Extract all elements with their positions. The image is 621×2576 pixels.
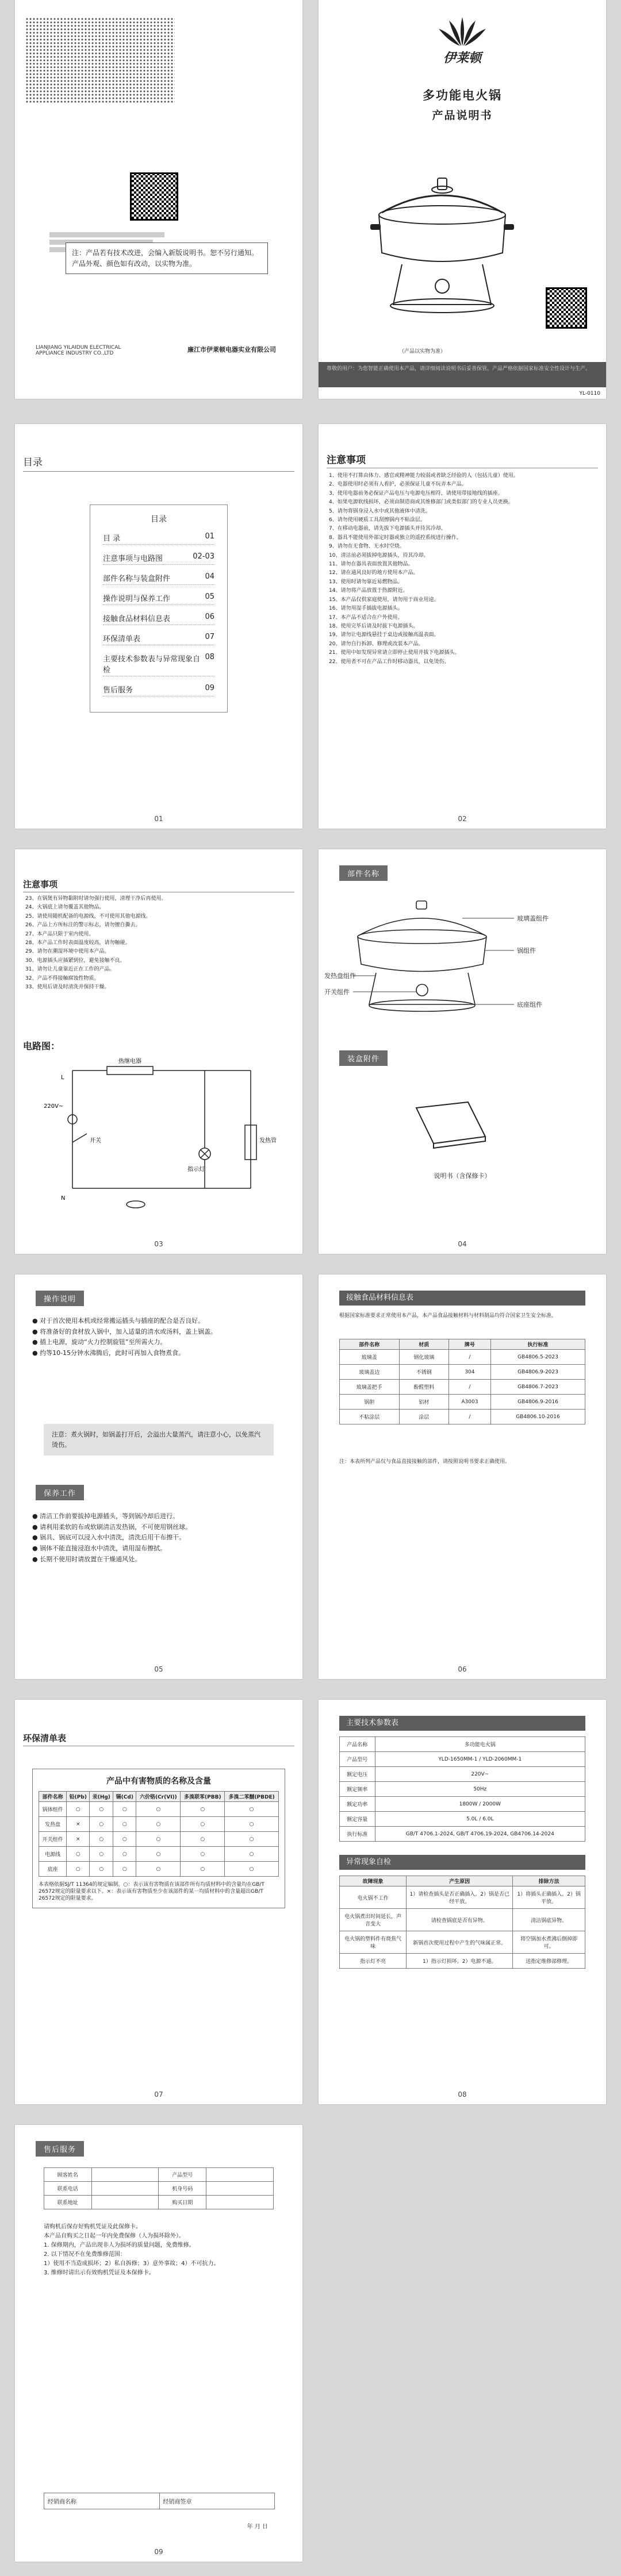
trouble-row: 电火锅不工作 1）请检查插头是否正确插入。2）锅是否已经平放。 1）将插头正确插入。2）锅平放。 — [340, 1886, 585, 1909]
eco-row: 发热盘 × ○ ○ ○ ○ ○ — [39, 1817, 279, 1832]
note-line: 20、请勿自行拆卸、修理或改装本产品。 — [329, 641, 424, 647]
manual-subtitle: 产品说明书 — [432, 109, 493, 122]
circuit-label: 220V~ — [44, 1103, 64, 1110]
toc-item: 接触食品材料信息表 06 — [103, 613, 214, 625]
note-line: 21、使用中如发现异常请立即停止使用并拔下电源插头。 — [329, 650, 460, 656]
note-line: 19、请勿让电源线悬挂于桌边或接触高温表面。 — [329, 632, 439, 638]
eco-legend: 本表格依据SJ/T 11364的规定编制。○：表示该有害物质在该部件所有均质材料中的含量均在GB/T 26572规定的限量要求以下。×：表示该有害物质至少在该部件的某一均质材料中的含量超出GB/T 26572规定的限量要求。 — [39, 1882, 264, 1902]
page-number: 08 — [458, 2090, 467, 2098]
toc-item: 目 录 01 — [103, 532, 214, 545]
hotpot-illustration — [370, 155, 514, 324]
notes2-list — [25, 895, 292, 992]
operation-tip: 注意：煮火锅时，如锅盖打开后，会溢出大量蒸汽，请注意小心，以免蒸汽烫伤。 — [44, 1424, 274, 1456]
spec-row: 执行标准 GB/T 4706.1-2024, GB/T 4706.19-2024, GB4706.14-2024 — [340, 1827, 585, 1842]
service-line: 1）使用不当造成损坏；2）私自拆修；3）意外事故；4）不可抗力。 — [44, 2261, 220, 2267]
note-line: 3、使用电器前务必保证产品电压与电源电压相符，请使用带接地线的插座。 — [329, 490, 503, 496]
note-line: 2、电器使用时必须有人看护，必须保证儿童不玩弄本产品。 — [329, 482, 467, 488]
service-line: 2. 以下情况不在免费维修范围： — [44, 2251, 126, 2258]
label-pot: 锅组件 — [517, 947, 536, 954]
note-line: 10、清洁前必须拔掉电源插头，待其冷却。 — [329, 552, 429, 559]
toc-item: 部件名称与装盒附件 04 — [103, 572, 214, 585]
service-field-row: 联系地址 购买日期 — [44, 2196, 274, 2209]
care-list — [32, 1511, 285, 1565]
eco-header: 部件名称 铅(Pb) 汞(Hg) 镉(Cd) 六价铬(Cr(VI)) 多溴联苯(PBB) 多溴二苯醚(PBDE) — [39, 1792, 279, 1802]
materials-table — [339, 1339, 585, 1424]
circuit-diagram — [32, 1056, 285, 1214]
eco-box — [32, 1769, 285, 1908]
trouble-row: 电火锅的塑料件有烧焦气味 新锅首次使用过程中产生的气味属正常。 将空锅加水煮沸后倒掉即可。 — [340, 1931, 585, 1954]
materials-row: 玻璃盖把手 酚醛塑料 / GB4806.7-2023 — [340, 1380, 585, 1395]
eco-row: 电源线 ○ ○ ○ ○ ○ ○ — [39, 1847, 279, 1862]
spec-row: 产品名称 多功能电火锅 — [340, 1737, 585, 1752]
service-footer — [44, 2493, 275, 2509]
care-item: ● 长期不使用时请放置在干燥通风处。 — [32, 1555, 141, 1563]
manual-booklet-icon — [405, 1091, 497, 1162]
trouble-header: 故障现象 产生原因 排除方法 — [340, 1876, 585, 1886]
eco-row: 开关组件 × ○ ○ ○ ○ ○ — [39, 1832, 279, 1847]
materials-row: 锅胆 铝材 A3003 GB4806.9-2016 — [340, 1395, 585, 1410]
toc-outer-title: 目录 — [23, 457, 43, 468]
note-line: 33、使用后请及时清洗并保持干燥。 — [25, 984, 110, 991]
label-base: 底座组件 — [517, 1001, 542, 1008]
dealer-name-label: 经销商名称 — [44, 2493, 160, 2509]
brand-name: 伊莱顿 — [443, 51, 481, 66]
notes-title: 注意事项 — [327, 455, 366, 466]
note-line: 22、使用者不可在产品工作时移动器具，以免烫伤。 — [329, 659, 450, 665]
service-date: 年 月 日 — [247, 2524, 268, 2530]
note-line: 17、本产品不适合在户外使用。 — [329, 614, 403, 621]
notes-page-2 — [15, 849, 302, 1254]
page-number: 03 — [154, 1240, 163, 1248]
operation-step: ● 插上电源，旋动“火力控制旋钮”至所需火力。 — [32, 1338, 167, 1346]
circuit-label: 热继电器 — [118, 1058, 141, 1065]
circuit-label: 指示灯 — [187, 1166, 205, 1173]
toc-item: 环保清单表 07 — [103, 633, 214, 645]
page-number: 07 — [154, 2090, 163, 2098]
trouble-row: 指示灯不亮 1）指示灯损坏。2）电源不通。 送指定维修部修理。 — [340, 1954, 585, 1969]
care-item: ● 锅体不能直接浸泡水中清洗，请用湿布擦拭。 — [32, 1545, 167, 1553]
dealer-stamp-label: 经销商签章 — [163, 2499, 192, 2505]
note-line: 32、产品不得接触腐蚀性物质。 — [25, 975, 99, 981]
materials-row: 玻璃盖边 不锈钢 304 GB4806.9-2023 — [340, 1365, 585, 1380]
service-line: 本产品自购买之日起一年内免费保修（人为损坏除外）。 — [44, 2233, 185, 2239]
note-line: 25、请使用随机配备的电源线，不可使用其他电源线。 — [25, 913, 151, 919]
service-body — [44, 2223, 274, 2278]
circuit-label: N — [61, 1195, 66, 1202]
toc-inner-title: 目录 — [151, 515, 167, 524]
circuit-title: 电路图： — [23, 1041, 60, 1052]
note-line: 12、请在通风良好的地方使用本产品。 — [329, 570, 419, 576]
note-line: 26、产品上方所标注的警示标志，请勿擅自撕去。 — [25, 922, 141, 929]
note-line: 29、请勿在潮湿环境中使用本产品。 — [25, 949, 110, 955]
spec-row: 额定容量 5.0L / 6.0L — [340, 1812, 585, 1827]
care-item: ● 清洁工作前要拔掉电源插头，等到锅冷却后进行。 — [32, 1512, 179, 1520]
spec-row: 额定电压 220V~ — [340, 1767, 585, 1782]
note-line: 31、请勿让儿童靠近正在工作的产品。 — [25, 967, 115, 973]
note-line: 9、请勿在无食物、无水时空烧。 — [329, 544, 405, 550]
service-field-row: 联系电话 机身号码 — [44, 2182, 274, 2196]
operation-title: 操作说明 — [36, 1291, 84, 1306]
front-cover-page — [319, 0, 606, 399]
materials-foot: 注：本表所列产品仅与食品直接接触的部件，请按照说明书要求正确使用。 — [339, 1459, 511, 1465]
image-caption: （产品以实物为准） — [399, 349, 446, 355]
service-line: 3. 维修时请出示有效购机凭证及本保修卡。 — [44, 2270, 155, 2276]
care-title: 保养工作 — [36, 1485, 84, 1500]
trouble-row: 电火锅煮出时间延长，声音变大 请检查锅底是否有异物。 清洁锅底异物。 — [340, 1909, 585, 1931]
eco-row: 底座 ○ ○ ○ ○ ○ ○ — [39, 1862, 279, 1877]
parts-page — [319, 849, 606, 1254]
cover-footer-note: 尊敬的用户：为您智能正确使用本产品，请详细阅读说明书后妥善保管。产品严格依据国家标准安全性设计与生产。 — [319, 362, 606, 387]
materials-row: 玻璃盖 钢化玻璃 / GB4806.5-2023 — [340, 1350, 585, 1365]
service-line: 1. 保修期内，产品出现非人为损坏的质量问题，免费维修。 — [44, 2242, 195, 2248]
parts-diagram — [324, 895, 583, 1030]
specs-title: 主要技术参数表 — [339, 1716, 585, 1731]
note-line: 24、火锅底上请勿覆盖其他物品。 — [25, 904, 105, 911]
page-number: 04 — [458, 1240, 467, 1248]
operation-step: ● 将准备好的食材放入锅中，加入适量的清水或汤料，盖上锅盖。 — [32, 1327, 217, 1335]
materials-intro: 根据国家标准要求正常使用本产品，本产品食品接触材料与材料制品均符合国家卫生安全标准。 — [339, 1313, 557, 1319]
note-line: 23、在锅煲有异物黏附时请勿强行使用，清理干净后再使用。 — [25, 896, 167, 902]
logo-mark — [436, 16, 488, 47]
note-line: 7、在移动电器前，请先拔下电源插头并待其冷却。 — [329, 526, 446, 532]
note-line: 13、使用时请勿靠近易燃物品。 — [329, 579, 403, 585]
circuit-label: 开关 — [90, 1138, 101, 1144]
service-field-row: 顾客姓名 产品型号 — [44, 2168, 274, 2182]
toc-item: 售后服务 09 — [103, 684, 214, 696]
care-item: ● 锅具、锅底可以浸入水中清洗，清洗后用干布擦干。 — [32, 1534, 186, 1542]
operation-step: ● 对于首次使用本机或经常搬运插头与插座的配合是否良好。 — [32, 1317, 205, 1324]
accessory-caption: 说明书（含保修卡） — [434, 1172, 491, 1180]
notes-page-1 — [319, 424, 606, 829]
page-number: 06 — [458, 1665, 467, 1673]
note-line: 5、请勿将锅身浸入水中或其他液体中清洗。 — [329, 508, 431, 514]
service-page — [15, 2125, 302, 2562]
materials-row: 不粘涂层 涂层 / GB4806.10-2016 — [340, 1410, 585, 1424]
note-line: 14、请勿将产品放置于热源附近。 — [329, 588, 408, 594]
service-fields — [44, 2167, 274, 2209]
page-number: 05 — [154, 1665, 163, 1673]
product-title: 多功能电火锅 — [423, 88, 502, 102]
back-cover-page — [15, 0, 302, 399]
note-line: 1、使用不打算由体力、感官或精神能力较弱或者缺乏经验的人（包括儿童）使用。 — [329, 473, 519, 479]
spec-row: 产品型号 YLD-1650MM-1 / YLD-2060MM-1 — [340, 1752, 585, 1767]
manual-code: YL-0110 — [579, 391, 600, 396]
note-line: 4、如果电源软线损坏，必须由制造商或其维修部门或类似部门的专业人员更换。 — [329, 499, 513, 506]
toc-item: 主要技术参数表与异常现象自检 08 — [103, 653, 214, 676]
circuit-label: L — [61, 1075, 64, 1081]
notes2-title: 注意事项 — [23, 879, 58, 890]
toc-box — [90, 505, 228, 713]
materials-title: 接触食品材料信息表 — [339, 1291, 585, 1306]
specs-page — [319, 1700, 606, 2104]
company-en: LIANJIANG YILAIDUN ELECTRICAL APPLIANCE INDUSTRY CO.,LTD — [36, 345, 121, 356]
product-qr-code — [546, 287, 587, 329]
eco-page — [15, 1700, 302, 2104]
note-line: 27、本产品只限于室内使用。 — [25, 931, 94, 937]
note-line: 6、请勿使用硬质工具刮擦锅内不粘涂层。 — [329, 517, 425, 523]
spec-row: 额定频率 50Hz — [340, 1782, 585, 1797]
label-heating-plate: 发热盘组件 — [324, 972, 356, 980]
note-line: 8、器具不能使用外部定时器或独立的遥控系统进行操作。 — [329, 534, 462, 541]
specs-table — [339, 1736, 585, 1842]
trouble-table — [339, 1876, 585, 1969]
label-switch: 开关组件 — [324, 988, 350, 996]
materials-page — [319, 1274, 606, 1679]
operation-steps — [32, 1316, 285, 1359]
care-item: ● 请利用柔软的布或软刷清洁发热锅，不可使用钢丝球。 — [32, 1523, 192, 1531]
toc-item: 注意事项与电路图 02-03 — [103, 552, 214, 565]
eco-table — [39, 1791, 279, 1877]
operation-step: ● 约等10-15分钟水沸腾后，此时可再加入食物煮食。 — [32, 1349, 185, 1357]
circuit-label: 发热管 — [259, 1138, 277, 1144]
parts-title: 部件名称 — [339, 865, 388, 881]
page-number: 09 — [154, 2548, 163, 2556]
eco-row: 锅体组件 ○ ○ ○ ○ ○ ○ — [39, 1802, 279, 1817]
notes-list — [329, 472, 596, 667]
toc-item: 操作说明与保养工作 05 — [103, 592, 214, 605]
accessory-title: 装盒附件 — [339, 1050, 388, 1066]
company-cn: 廉江市伊莱顿电器实业有限公司 — [187, 346, 276, 353]
note-line: 16、请勿用湿手插拔电源插头。 — [329, 606, 403, 612]
service-line: 请购机后保存好购机凭证及此保修卡。 — [44, 2224, 141, 2230]
note-line: 18、使用完毕后请及时拔下电源插头。 — [329, 623, 419, 629]
toc-page — [15, 424, 302, 829]
note-line: 30、电源插头应插紧到位，避免接触不良。 — [25, 957, 125, 964]
note-line: 15、本产品仅供家庭使用，请勿用于商业用途。 — [329, 596, 439, 603]
eco-table-title: 产品中有害物质的名称及含量 — [106, 1777, 211, 1786]
spec-row: 额定功率 1800W / 2000W — [340, 1797, 585, 1812]
service-title: 售后服务 — [36, 2141, 84, 2157]
notice-box: 注：产品若有技术改进，会编入新版说明书。恕不另行通知。产品外观、颜色如有改动，以实物为准。 — [66, 242, 268, 274]
qr-code — [130, 172, 178, 221]
operation-page — [15, 1274, 302, 1679]
world-map-dots — [25, 17, 175, 103]
eco-title: 环保清单表 — [23, 1733, 67, 1743]
label-glass-lid: 玻璃盖组件 — [517, 915, 549, 922]
note-line: 11、请勿在器具表面放置其他物品。 — [329, 561, 413, 568]
note-line: 28、本产品工作时表面温度较高，请勿触碰。 — [25, 940, 131, 946]
materials-header: 部件名称 材质 牌号 执行标准 — [340, 1339, 585, 1350]
page-number: 01 — [154, 815, 163, 823]
page-number: 02 — [458, 815, 467, 823]
trouble-title: 异常现象自检 — [339, 1855, 585, 1870]
toc-list — [103, 532, 214, 696]
